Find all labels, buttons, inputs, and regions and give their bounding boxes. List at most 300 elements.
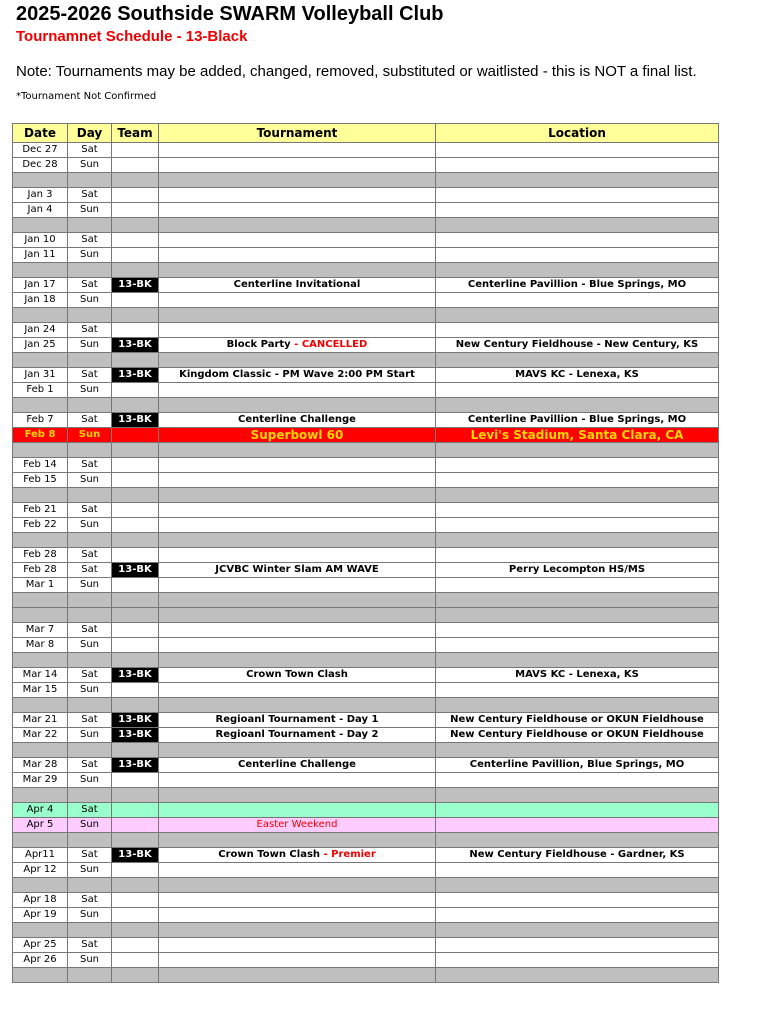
separator-cell [112,923,159,938]
tournament-cell [159,758,436,773]
tournament-cell [159,158,436,173]
separator-cell [13,743,68,758]
separator-cell [436,698,719,713]
table-row [13,503,719,518]
separator-cell [112,653,159,668]
date-cell [13,548,68,563]
date-cell [13,938,68,953]
separator-row [13,608,719,623]
separator-cell [436,878,719,893]
table-row [13,143,719,158]
separator-cell [436,398,719,413]
team-cell [112,908,159,923]
tournament-cell-text: Regioanl Tournament - Day 2 [215,729,379,740]
team-cell [112,623,159,638]
tournament-cell [159,578,436,593]
separator-cell [112,698,159,713]
location-cell-text: Centerline Pavillion, Blue Springs, MO [469,759,685,770]
col-header-date: Date [13,124,68,143]
separator-row [13,833,719,848]
separator-cell [13,488,68,503]
day-cell [68,278,112,293]
table-row [13,563,719,578]
tournament-cell-text: Centerline Challenge [238,414,356,425]
separator-cell [68,593,112,608]
date-cell [13,323,68,338]
separator-cell [436,353,719,368]
location-cell [436,848,719,863]
team-cell-text: 13-BK [118,279,152,290]
date-cell-text: Feb 21 [23,504,57,515]
tournament-cell [159,233,436,248]
day-cell-text: Sat [81,624,98,635]
separator-cell [436,308,719,323]
location-cell-text: New Century Fieldhouse - Gardner, KS [469,849,685,860]
date-cell-text: Apr 19 [23,909,57,920]
separator-cell [159,653,436,668]
separator-cell [436,443,719,458]
location-cell [436,563,719,578]
table-row [13,518,719,533]
day-cell-text: Sun [78,429,101,440]
date-cell [13,668,68,683]
tournament-cell-text: Centerline Challenge [238,759,356,770]
day-cell [68,803,112,818]
location-cell [436,203,719,218]
day-cell [68,668,112,683]
tournament-cell [159,893,436,908]
team-cell [112,203,159,218]
date-cell [13,278,68,293]
separator-cell [159,608,436,623]
separator-cell [112,308,159,323]
tournament-cell [159,338,436,353]
separator-cell [436,923,719,938]
team-cell [112,338,159,353]
tournament-cell-text: Block Party [226,339,291,350]
day-cell [68,413,112,428]
team-cell [112,773,159,788]
location-cell [436,413,719,428]
date-cell [13,848,68,863]
team-cell-text: 13-BK [118,714,152,725]
day-cell-text: Sun [79,819,100,830]
location-cell-text: New Century Fieldhouse or OKUN Fieldhouse [450,714,704,725]
tournament-status-note: - Premier [320,849,376,860]
table-row [13,638,719,653]
page-title: 2025-2026 Southside SWARM Volleyball Club [16,3,444,25]
day-cell [68,458,112,473]
separator-cell [436,263,719,278]
tournament-cell [159,548,436,563]
date-cell [13,233,68,248]
separator-cell [159,833,436,848]
day-cell [68,188,112,203]
tournament-cell [159,368,436,383]
day-cell-text: Sat [81,504,98,515]
date-cell-text: Jan 25 [24,339,56,350]
date-cell-text: Mar 29 [22,774,58,785]
separator-cell [112,533,159,548]
day-cell [68,713,112,728]
tournament-cell [159,908,436,923]
table-row [13,848,719,863]
table-row [13,668,719,683]
date-cell-text: Mar 7 [25,624,55,635]
location-cell [436,578,719,593]
day-cell-text: Sat [81,759,98,770]
date-cell [13,728,68,743]
tournament-cell-text: Superbowl 60 [250,428,344,442]
location-cell [436,428,719,443]
date-cell [13,893,68,908]
table-row [13,773,719,788]
separator-cell [68,353,112,368]
team-cell [112,143,159,158]
tournament-cell-text: Regioanl Tournament - Day 1 [215,714,379,725]
date-cell-text: Feb 22 [23,519,57,530]
table-row [13,248,719,263]
col-header-team: Team [112,124,159,143]
day-cell [68,473,112,488]
date-cell [13,683,68,698]
team-cell [112,293,159,308]
tournament-cell [159,503,436,518]
location-cell-text: Centerline Pavillion - Blue Springs, MO [467,414,687,425]
tournament-cell-text: Easter Weekend [256,819,338,830]
location-cell [436,518,719,533]
date-cell-text: Jan 31 [24,369,56,380]
date-cell [13,143,68,158]
separator-cell [13,533,68,548]
team-cell-text: 13-BK [118,564,152,575]
tournament-cell [159,683,436,698]
separator-cell [68,218,112,233]
day-cell-text: Sun [79,639,100,650]
separator-cell [159,173,436,188]
date-cell-text: Dec 27 [22,144,58,155]
separator-cell [68,398,112,413]
date-cell [13,503,68,518]
day-cell [68,158,112,173]
table-row [13,233,719,248]
location-cell [436,713,719,728]
team-cell [112,188,159,203]
tournament-status-note: - CANCELLED [290,339,368,350]
team-cell [112,503,159,518]
team-cell [112,473,159,488]
date-cell [13,413,68,428]
table-row [13,548,719,563]
team-cell-text: 13-BK [118,669,152,680]
team-cell [112,248,159,263]
team-cell [112,518,159,533]
date-cell-text: Apr 25 [23,939,57,950]
team-cell-text: 13-BK [118,729,152,740]
date-cell-text: Mar 28 [22,759,58,770]
location-cell [436,863,719,878]
location-cell [436,293,719,308]
location-cell-text: Levi's Stadium, Santa Clara, CA [470,428,684,442]
separator-cell [68,743,112,758]
date-cell [13,473,68,488]
day-cell [68,563,112,578]
separator-cell [68,968,112,983]
team-cell-text: 13-BK [118,759,152,770]
location-cell [436,803,719,818]
tournament-cell [159,773,436,788]
location-cell [436,278,719,293]
separator-cell [13,923,68,938]
separator-cell [68,488,112,503]
day-cell [68,518,112,533]
team-cell [112,683,159,698]
day-cell-text: Sun [79,339,100,350]
table-row [13,278,719,293]
location-cell [436,143,719,158]
tournament-cell [159,728,436,743]
team-cell [112,323,159,338]
date-cell-text: Dec 28 [22,159,58,170]
separator-cell [159,923,436,938]
team-cell [112,368,159,383]
location-cell [436,938,719,953]
separator-cell [68,788,112,803]
table-row [13,818,719,833]
separator-cell [159,593,436,608]
col-header-day: Day [68,124,112,143]
table-row [13,473,719,488]
separator-cell [159,533,436,548]
date-cell [13,713,68,728]
separator-row [13,398,719,413]
separator-cell [68,443,112,458]
separator-cell [112,488,159,503]
team-cell [112,548,159,563]
team-cell [112,668,159,683]
separator-cell [68,533,112,548]
separator-cell [159,308,436,323]
tournament-cell [159,458,436,473]
date-cell [13,368,68,383]
separator-cell [13,353,68,368]
team-cell [112,278,159,293]
table-row [13,203,719,218]
date-cell [13,188,68,203]
date-cell [13,383,68,398]
date-cell [13,818,68,833]
table-row [13,863,719,878]
date-cell [13,638,68,653]
date-cell-text: Feb 14 [23,459,57,470]
date-cell [13,518,68,533]
location-cell [436,503,719,518]
day-cell-text: Sat [81,549,98,560]
date-cell-text: Feb 15 [23,474,57,485]
tournament-cell [159,293,436,308]
table-row [13,683,719,698]
table-row [13,158,719,173]
location-cell [436,458,719,473]
team-cell [112,713,159,728]
day-cell-text: Sun [79,729,100,740]
tournament-cell-text: Crown Town Clash [246,669,348,680]
date-cell-text: Apr 4 [26,804,54,815]
separator-cell [68,173,112,188]
location-cell [436,248,719,263]
date-cell-text: Apr 26 [23,954,57,965]
location-cell-text: Centerline Pavillion - Blue Springs, MO [467,279,687,290]
day-cell-text: Sat [81,669,98,680]
table-row [13,323,719,338]
page-subtitle: Tournamnet Schedule - 13-Black [16,28,248,45]
location-cell [436,638,719,653]
date-cell [13,293,68,308]
day-cell-text: Sun [79,294,100,305]
tournament-cell [159,323,436,338]
separator-cell [436,833,719,848]
day-cell-text: Sun [79,579,100,590]
day-cell [68,728,112,743]
separator-cell [68,833,112,848]
date-cell [13,863,68,878]
separator-row [13,173,719,188]
separator-cell [436,653,719,668]
day-cell-text: Sun [79,684,100,695]
date-cell-text: Jan 4 [27,204,53,215]
day-cell [68,938,112,953]
team-cell [112,953,159,968]
table-row [13,623,719,638]
date-cell-text: Apr 12 [23,864,57,875]
day-cell [68,758,112,773]
separator-cell [13,653,68,668]
date-cell-text: Mar 15 [22,684,58,695]
team-cell [112,728,159,743]
separator-cell [13,968,68,983]
tournament-cell [159,188,436,203]
separator-cell [112,263,159,278]
separator-cell [159,878,436,893]
separator-cell [68,608,112,623]
location-cell [436,683,719,698]
date-cell-text: Mar 1 [25,579,55,590]
tournament-cell [159,848,436,863]
team-cell [112,818,159,833]
day-cell-text: Sun [79,864,100,875]
date-cell [13,908,68,923]
date-cell [13,758,68,773]
day-cell [68,248,112,263]
team-cell [112,893,159,908]
day-cell-text: Sat [81,804,98,815]
location-cell [436,818,719,833]
day-cell-text: Sat [81,894,98,905]
day-cell [68,818,112,833]
team-cell-text: 13-BK [118,849,152,860]
team-cell [112,863,159,878]
tournament-cell-text: JCVBC Winter Slam AM WAVE [215,564,379,575]
separator-cell [13,593,68,608]
separator-cell [112,398,159,413]
day-cell [68,578,112,593]
tournament-cell [159,668,436,683]
day-cell [68,623,112,638]
location-cell [436,383,719,398]
location-cell [436,908,719,923]
date-cell-text: Mar 22 [22,729,58,740]
tournament-cell [159,803,436,818]
separator-cell [436,593,719,608]
table-row [13,188,719,203]
day-cell-text: Sat [81,714,98,725]
separator-cell [68,308,112,323]
separator-cell [68,653,112,668]
separator-row [13,788,719,803]
date-cell-text: Mar 14 [22,669,58,680]
day-cell-text: Sat [81,189,98,200]
separator-cell [436,968,719,983]
separator-cell [13,173,68,188]
day-cell-text: Sat [81,939,98,950]
team-cell [112,233,159,248]
day-cell [68,293,112,308]
separator-cell [13,308,68,323]
day-cell [68,953,112,968]
schedule-body [13,143,719,983]
separator-row [13,443,719,458]
table-row [13,368,719,383]
day-cell-text: Sat [81,324,98,335]
table-row [13,338,719,353]
date-cell [13,623,68,638]
team-cell-text: 13-BK [118,369,152,380]
day-cell-text: Sun [79,519,100,530]
day-cell-text: Sun [79,909,100,920]
col-header-tournament: Tournament [159,124,436,143]
date-cell-text: Jan 3 [27,189,53,200]
date-cell-text: Feb 1 [26,384,54,395]
team-cell [112,758,159,773]
day-cell [68,368,112,383]
separator-cell [436,788,719,803]
separator-cell [112,593,159,608]
day-cell-text: Sun [79,774,100,785]
table-row [13,578,719,593]
day-cell-text: Sun [79,954,100,965]
table-row [13,428,719,443]
separator-cell [112,968,159,983]
day-cell [68,203,112,218]
day-cell [68,773,112,788]
location-cell [436,338,719,353]
tournament-cell-text: Crown Town Clash [218,849,321,860]
team-cell [112,158,159,173]
separator-cell [13,698,68,713]
location-cell [436,623,719,638]
day-cell-text: Sat [81,144,98,155]
date-cell-text: Apr 5 [26,819,54,830]
day-cell-text: Sun [79,384,100,395]
separator-cell [159,443,436,458]
table-row [13,953,719,968]
date-cell [13,203,68,218]
date-cell [13,338,68,353]
team-cell [112,638,159,653]
table-row [13,893,719,908]
separator-cell [436,173,719,188]
date-cell [13,773,68,788]
